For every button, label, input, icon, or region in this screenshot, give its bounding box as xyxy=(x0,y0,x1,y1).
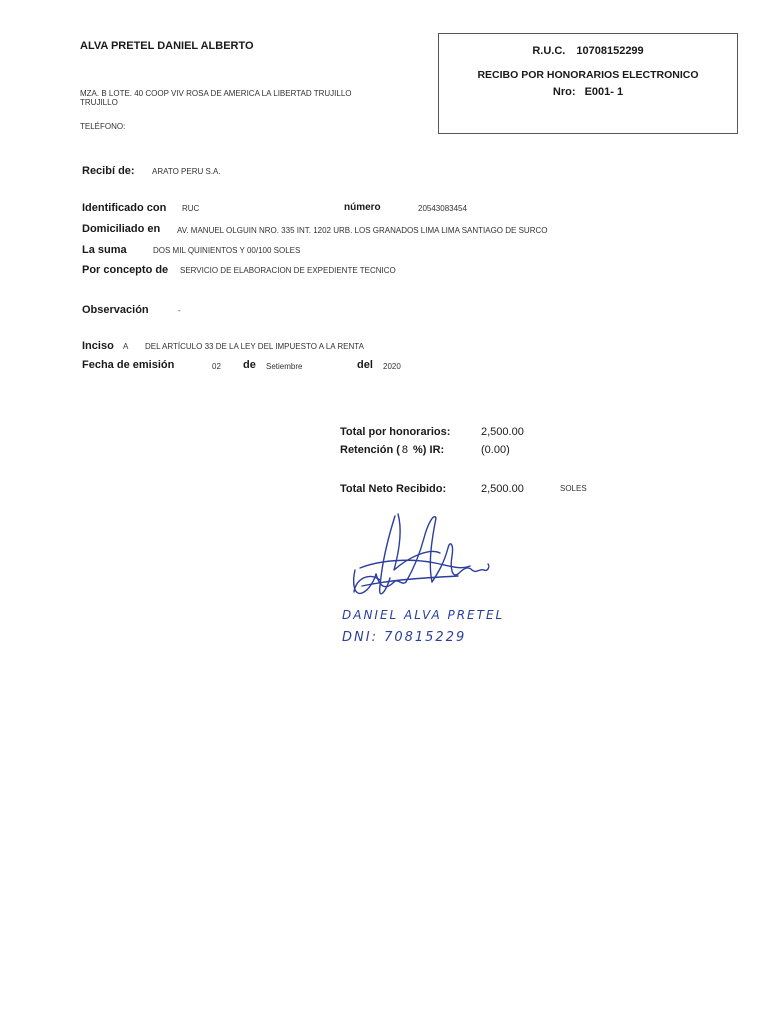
nro-value: E001- 1 xyxy=(584,86,624,98)
fecha-label: Fecha de emisión xyxy=(82,359,175,371)
total-neto-label: Total Neto Recibido: xyxy=(340,483,447,495)
retencion-label xyxy=(340,444,444,456)
domiciliado-value: AV. MANUEL OLGUIN NRO. 335 INT. 1202 URB. LOS GRANADOS LIMA LIMA SANTIAGO DE SURCO xyxy=(177,226,548,235)
issuer-address-line1: MZA. B LOTE. 40 COOP VIV ROSA DE AMERICA LA LIBERTAD TRUJILLO xyxy=(80,89,352,98)
del-label: del xyxy=(357,359,373,371)
ruc-value: 10708152299 xyxy=(576,45,644,57)
inciso-label: Inciso xyxy=(82,340,114,352)
concepto-label: Por concepto de xyxy=(82,264,169,276)
receipt-header-box xyxy=(438,33,738,134)
inciso-letter: A xyxy=(123,342,129,351)
suma-value: DOS MIL QUINIENTOS Y 00/100 SOLES xyxy=(153,246,301,255)
observacion-label: Observación xyxy=(82,304,149,316)
de-label: de xyxy=(243,359,256,371)
fecha-year: 2020 xyxy=(383,362,401,371)
identificado-label: Identificado con xyxy=(82,202,167,214)
issuer-address xyxy=(80,89,420,107)
nro-row xyxy=(439,86,737,98)
fecha-month: Setiembre xyxy=(266,362,303,371)
signature-name: DANIEL ALVA PRETEL xyxy=(342,608,505,622)
issuer-name: ALVA PRETEL DANIEL ALBERTO xyxy=(80,40,254,52)
total-neto-value: 2,500.00 xyxy=(481,483,524,495)
domiciliado-label: Domiciliado en xyxy=(82,223,161,235)
numero-label: número xyxy=(344,202,381,213)
issuer-address-line2: TRUJILLO xyxy=(80,98,118,107)
retencion-label-b: %) IR: xyxy=(413,444,445,456)
nro-label: Nro: xyxy=(552,86,576,98)
total-honorarios-value: 2,500.00 xyxy=(481,426,524,438)
inciso-text: DEL ARTÍCULO 33 DE LA LEY DEL IMPUESTO A LA RENTA xyxy=(145,342,364,351)
recibi-label: Recibí de: xyxy=(82,165,135,177)
fecha-day: 02 xyxy=(212,362,221,371)
signature-dni: DNI: 70815229 xyxy=(342,630,467,645)
suma-label: La suma xyxy=(82,244,127,256)
numero-value: 20543083454 xyxy=(418,204,467,213)
recibi-value: ARATO PERU S.A. xyxy=(152,167,221,176)
retencion-percent: 8 xyxy=(401,444,409,456)
retencion-value: (0.00) xyxy=(481,444,510,456)
document-type: RECIBO POR HONORARIOS ELECTRONICO xyxy=(477,69,699,81)
ruc-row xyxy=(439,45,737,57)
retencion-label-a: Retención ( xyxy=(340,444,400,456)
total-honorarios-label: Total por honorarios: xyxy=(340,426,451,438)
ruc-label: R.U.C. xyxy=(532,45,566,57)
concepto-value: SERVICIO DE ELABORACION DE EXPEDIENTE TECNICO xyxy=(180,266,396,275)
issuer-phone-label: TELÉFONO: xyxy=(80,122,126,131)
currency-label: SOLES xyxy=(560,484,587,493)
identificado-value: RUC xyxy=(182,204,200,213)
observacion-value: - xyxy=(178,306,181,315)
